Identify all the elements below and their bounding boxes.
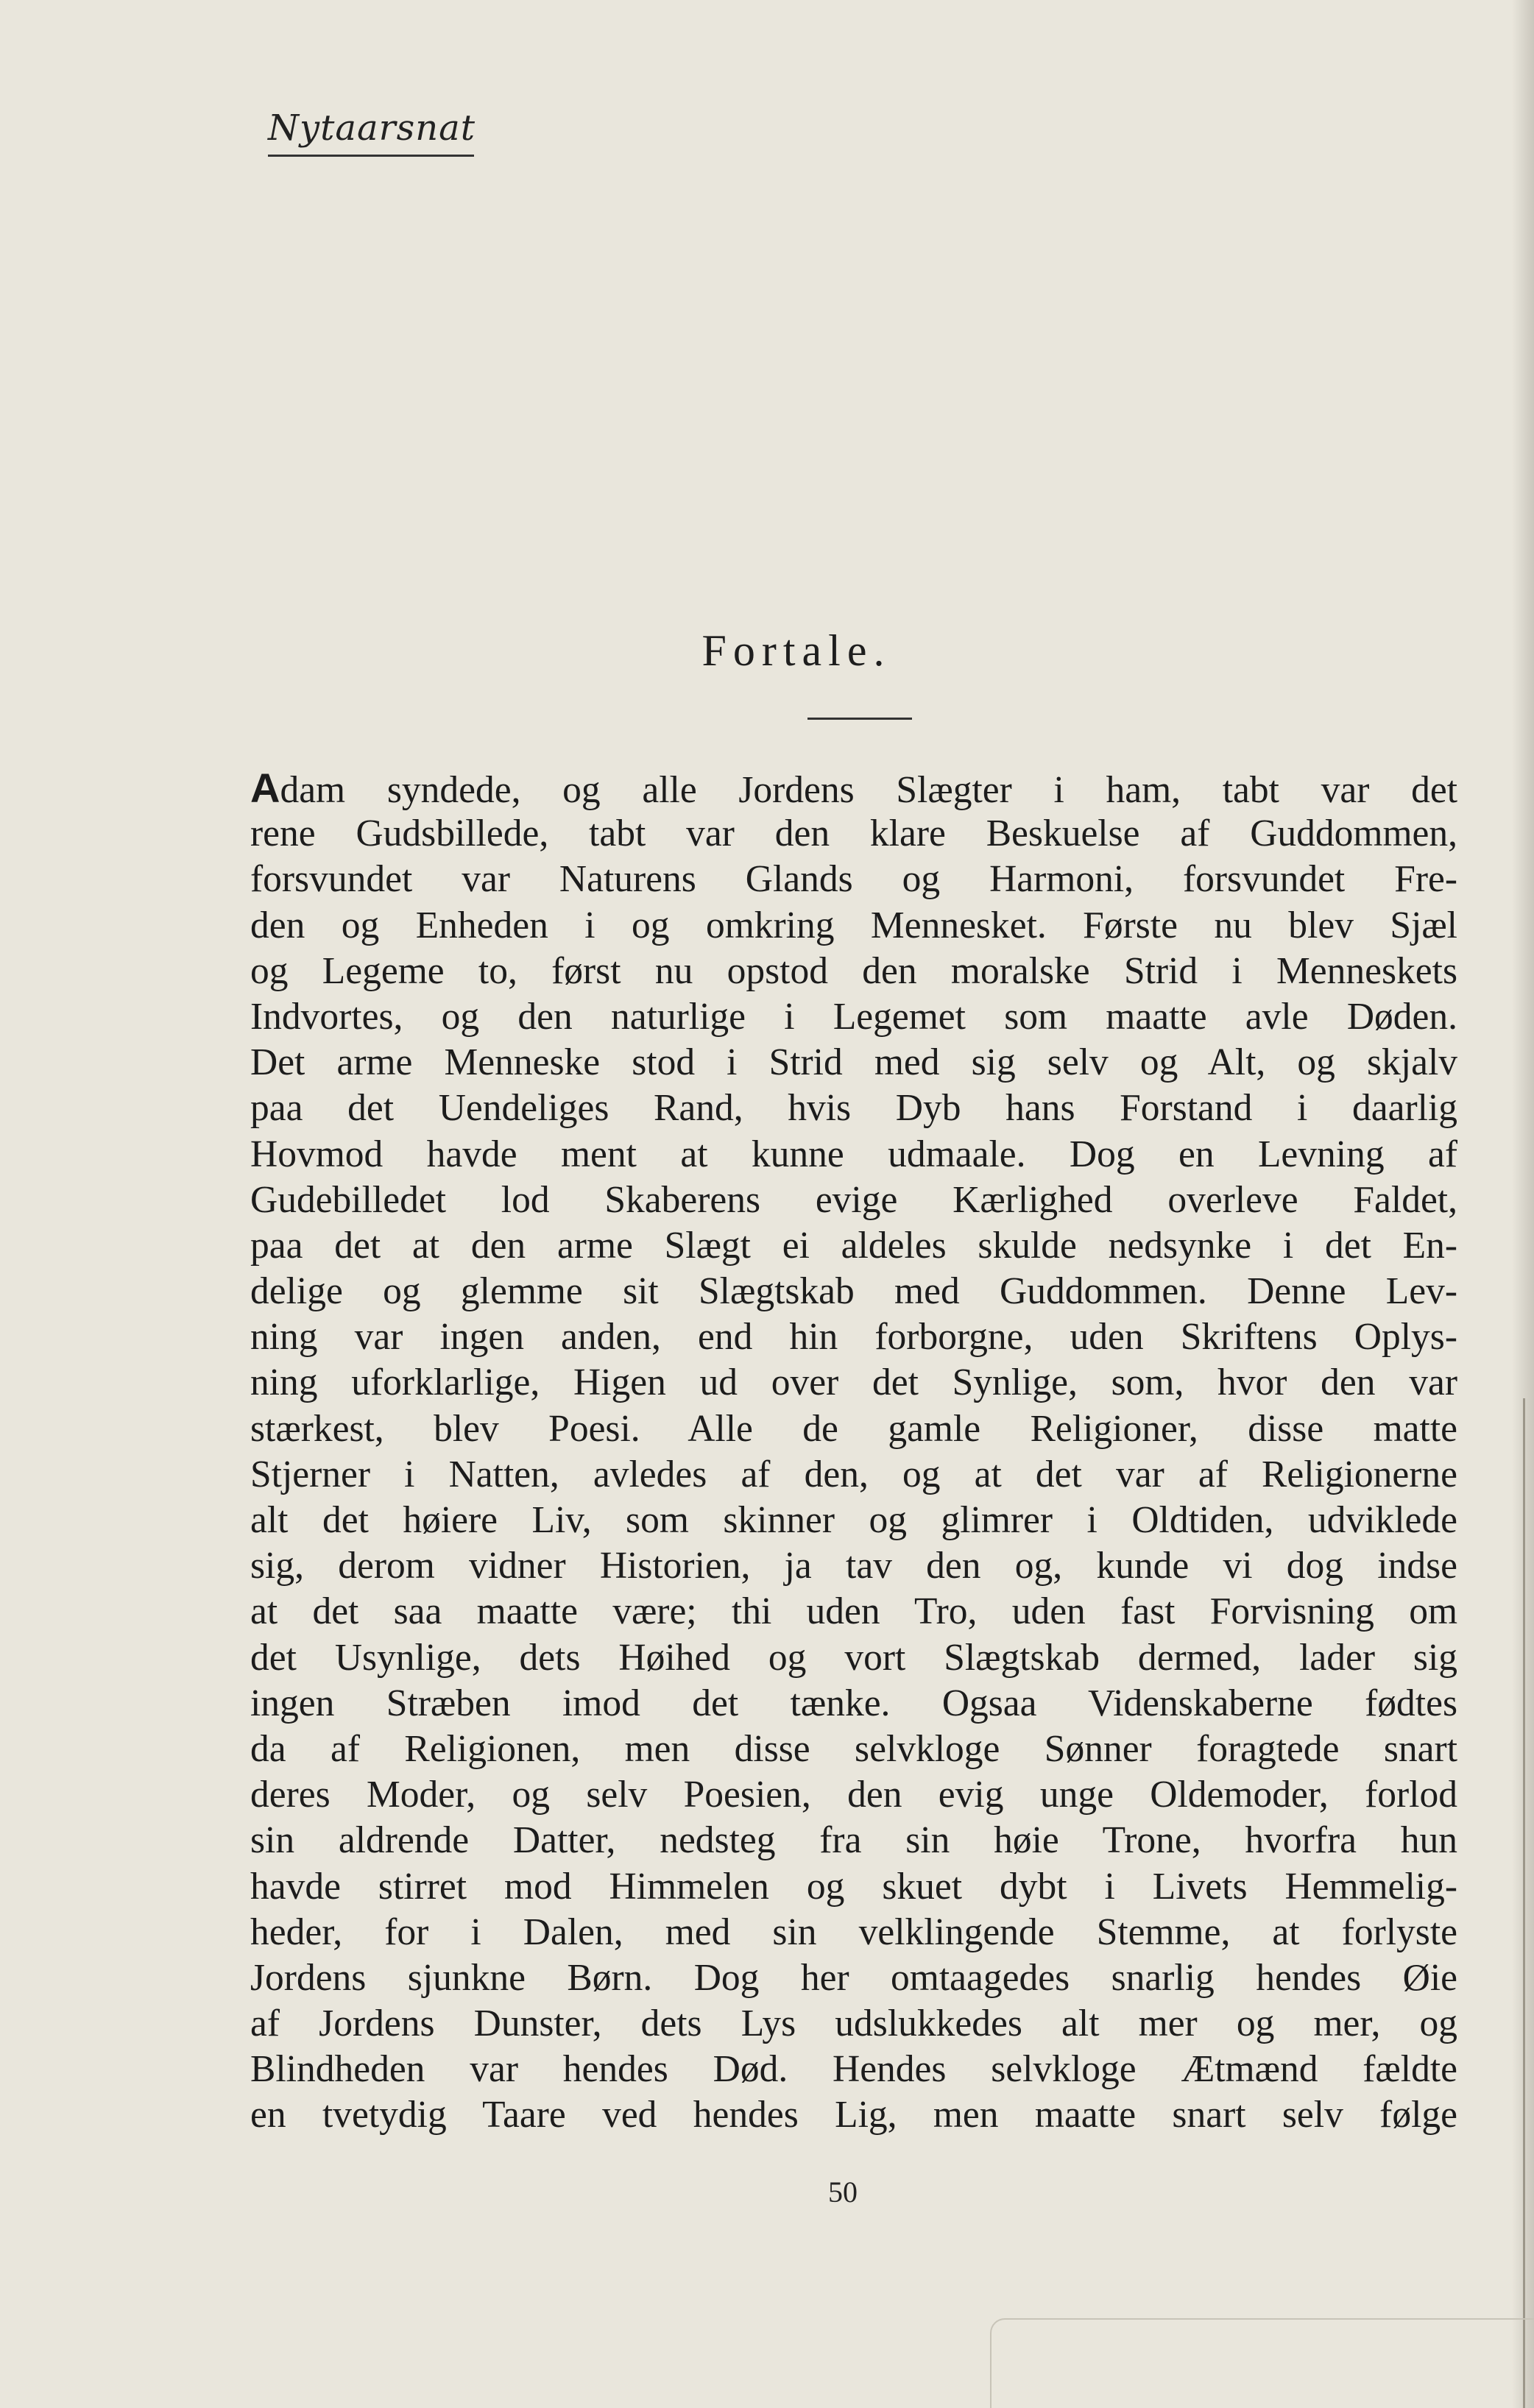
text-line: rene Gudsbillede, tabt var den klare Beskuelse af Guddommen, — [250, 812, 1457, 855]
text-line: at det saa maatte være; thi uden Tro, uden fast Forvisning om — [250, 1590, 1457, 1633]
page-corner-curl — [990, 2318, 1534, 2408]
text-line: det Usynlige, dets Høihed og vort Slægtskab dermed, lader sig — [250, 1636, 1457, 1679]
text-line: en tvetydig Taare ved hendes Lig, men maatte snart selv følge — [250, 2094, 1457, 2136]
text-line: da af Religionen, men disse selvkloge Sønner foragtede snart — [250, 1727, 1457, 1770]
text-line: deres Moder, og selv Poesien, den evig unge Oldemoder, forlod — [250, 1774, 1457, 1816]
page-number: 50 — [828, 2175, 858, 2209]
text-line: paa det Uendeliges Rand, hvis Dyb hans Forstand i daarlig — [250, 1087, 1457, 1130]
text-line: Hovmod havde ment at kunne udmaale. Dog en Levning af — [250, 1133, 1457, 1175]
page-edge-line — [1523, 1398, 1525, 2408]
text-line: Det arme Menneske stod i Strid med sig selv og Alt, og skjalv — [250, 1041, 1457, 1084]
text-line: og Legeme to, først nu opstod den moralske Strid i Menneskets — [250, 949, 1457, 992]
text-line: delige og glemme sit Slægtskab med Guddommen. Denne Lev- — [250, 1270, 1457, 1313]
title-divider — [807, 718, 912, 720]
text-line: Blindheden var hendes Død. Hendes selvkloge Ætmænd fældte — [250, 2048, 1457, 2091]
text-line: ingen Stræben imod det tænke. Ogsaa Videnskaberne fødtes — [250, 1682, 1457, 1724]
text-line: paa det at den arme Slægt ei aldeles skulde nedsynke i det En- — [250, 1224, 1457, 1267]
running-header: Nytaarsnat — [268, 107, 476, 149]
text-line: den og Enheden i og omkring Mennesket. Første nu blev Sjæl — [250, 904, 1457, 946]
text-line: Jordens sjunkne Børn. Dog her omtaagedes snarlig hendes Øie — [250, 1956, 1457, 1999]
text-line: sin aldrende Datter, nedsteg fra sin høie Trone, hvorfra hun — [250, 1819, 1457, 1862]
chapter-title: Fortale. — [701, 626, 891, 675]
text-line: Stjerner i Natten, avledes af den, og at det var af Religionerne — [250, 1453, 1457, 1495]
text-line — [250, 765, 1457, 811]
text-line: ning uforklarlige, Higen ud over det Synlige, som, hvor den var — [250, 1361, 1457, 1404]
text-line: Indvortes, og den naturlige i Legemet som maatte avle Døden. — [250, 995, 1457, 1038]
header-underline — [268, 155, 474, 157]
text-line: ning var ingen anden, end hin forborgne, uden Skriftens Oplys- — [250, 1316, 1457, 1359]
text-line: Gudebilledet lod Skaberens evige Kærlighed overleve Faldet, — [250, 1178, 1457, 1221]
body-text — [250, 765, 1457, 2139]
text-line: havde stirret mod Himmelen og skuet dybt i Livets Hemmelig- — [250, 1865, 1457, 1908]
text-line: forsvundet var Naturens Glands og Harmoni, forsvundet Fre- — [250, 858, 1457, 901]
text-line: stærkest, blev Poesi. Alle de gamle Religioner, disse matte — [250, 1407, 1457, 1450]
drop-cap: A — [250, 765, 280, 811]
text-line: heder, for i Dalen, med sin velklingende Stemme, at forlyste — [250, 1911, 1457, 1953]
text-line: sig, derom vidner Historien, ja tav den og, kunde vi dog indse — [250, 1545, 1457, 1587]
text-line-content: dam syndede, og alle Jordens Slægter i ham, tabt var det — [280, 769, 1457, 811]
text-line: af Jordens Dunster, dets Lys udslukkedes alt mer og mer, og — [250, 2002, 1457, 2045]
text-line: alt det høiere Liv, som skinner og glimrer i Oldtiden, udviklede — [250, 1499, 1457, 1541]
